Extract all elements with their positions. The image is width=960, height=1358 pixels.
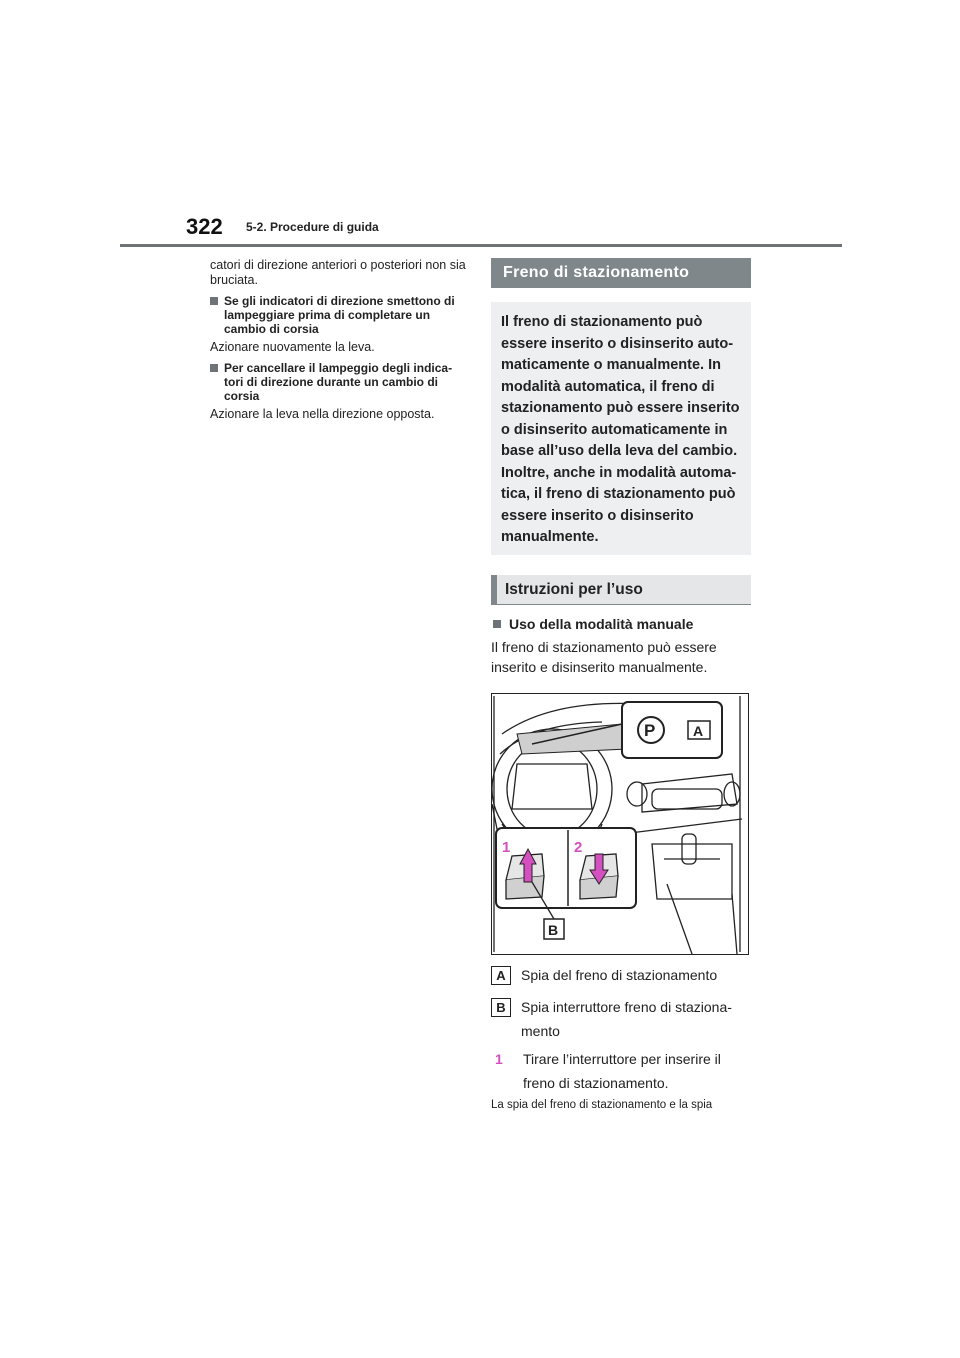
continued-text: catori di direzione anteriori o posteriori non sia bruciata. xyxy=(210,258,466,287)
footnote: La spia del freno di stazionamento e la spia xyxy=(491,1098,713,1111)
square-bullet-icon xyxy=(210,297,218,305)
bullet-text-2: Azionare la leva nella direzione opposta. xyxy=(210,407,435,421)
subhead-bar xyxy=(491,575,751,605)
manual-mode-text: Il freno di stazionamento può essere inserito e disinserito manualmente. xyxy=(491,638,717,675)
header-rule xyxy=(120,244,842,247)
bullet-text-1: Azionare nuovamente la leva. xyxy=(210,340,375,354)
bullet-heading-2: Per cancellare il lampeggio degli indica- tori di direzione durante un cambio di corsia xyxy=(210,361,466,403)
step-2-label: 2 xyxy=(574,838,583,856)
bullet-heading-1: Se gli indicatori di direzione smettono di lampeggiare prima di completare un cambio di corsia xyxy=(210,294,466,336)
legend-a-text: Spia del freno di stazionamento xyxy=(521,966,718,983)
square-bullet-icon xyxy=(493,620,501,628)
intro-box: Il freno di stazionamento può essere inserito o disinserito auto- maticamente o manualmente. In modalità automatica, il freno di stazionamento può essere inserito o disinserito automaticamente in base all’uso della leva del cambio. Inoltre, anche in modalità automa- tica, il freno di stazionamento può essere inserito o disinserito manualmente. xyxy=(491,302,751,555)
callout-b-label: B xyxy=(548,921,559,938)
left-column xyxy=(210,258,466,428)
meter-highlight xyxy=(517,724,627,754)
legend-b-text: Spia interruttore freno di staziona- mento xyxy=(521,998,732,1039)
page-number: 322 xyxy=(186,214,223,239)
right-column xyxy=(491,258,751,1111)
step-1-text: Tirare l’interruttore per inserire il freno di stazionamento. xyxy=(523,1050,721,1091)
legend-b xyxy=(491,995,751,1043)
callout-a-label: A xyxy=(693,722,704,739)
legend-a-badge: A xyxy=(491,966,511,985)
square-bullet-icon xyxy=(210,364,218,372)
legend-b-badge: B xyxy=(491,998,511,1017)
cockpit-drawing xyxy=(492,694,748,954)
step-1 xyxy=(491,1047,751,1095)
indicator-letter: P xyxy=(644,720,656,740)
section-banner: Freno di stazionamento xyxy=(491,258,751,288)
step-1-number: 1 xyxy=(495,1050,503,1067)
parking-brake-illustration xyxy=(491,693,749,955)
legend-a xyxy=(491,963,751,987)
step-1-label: 1 xyxy=(502,838,511,856)
manual-mode-heading: Uso della modalità manuale xyxy=(491,615,751,633)
section-label: 5-2. Procedure di guida xyxy=(246,220,379,234)
subhead-title: Istruzioni per l’uso xyxy=(505,580,643,598)
